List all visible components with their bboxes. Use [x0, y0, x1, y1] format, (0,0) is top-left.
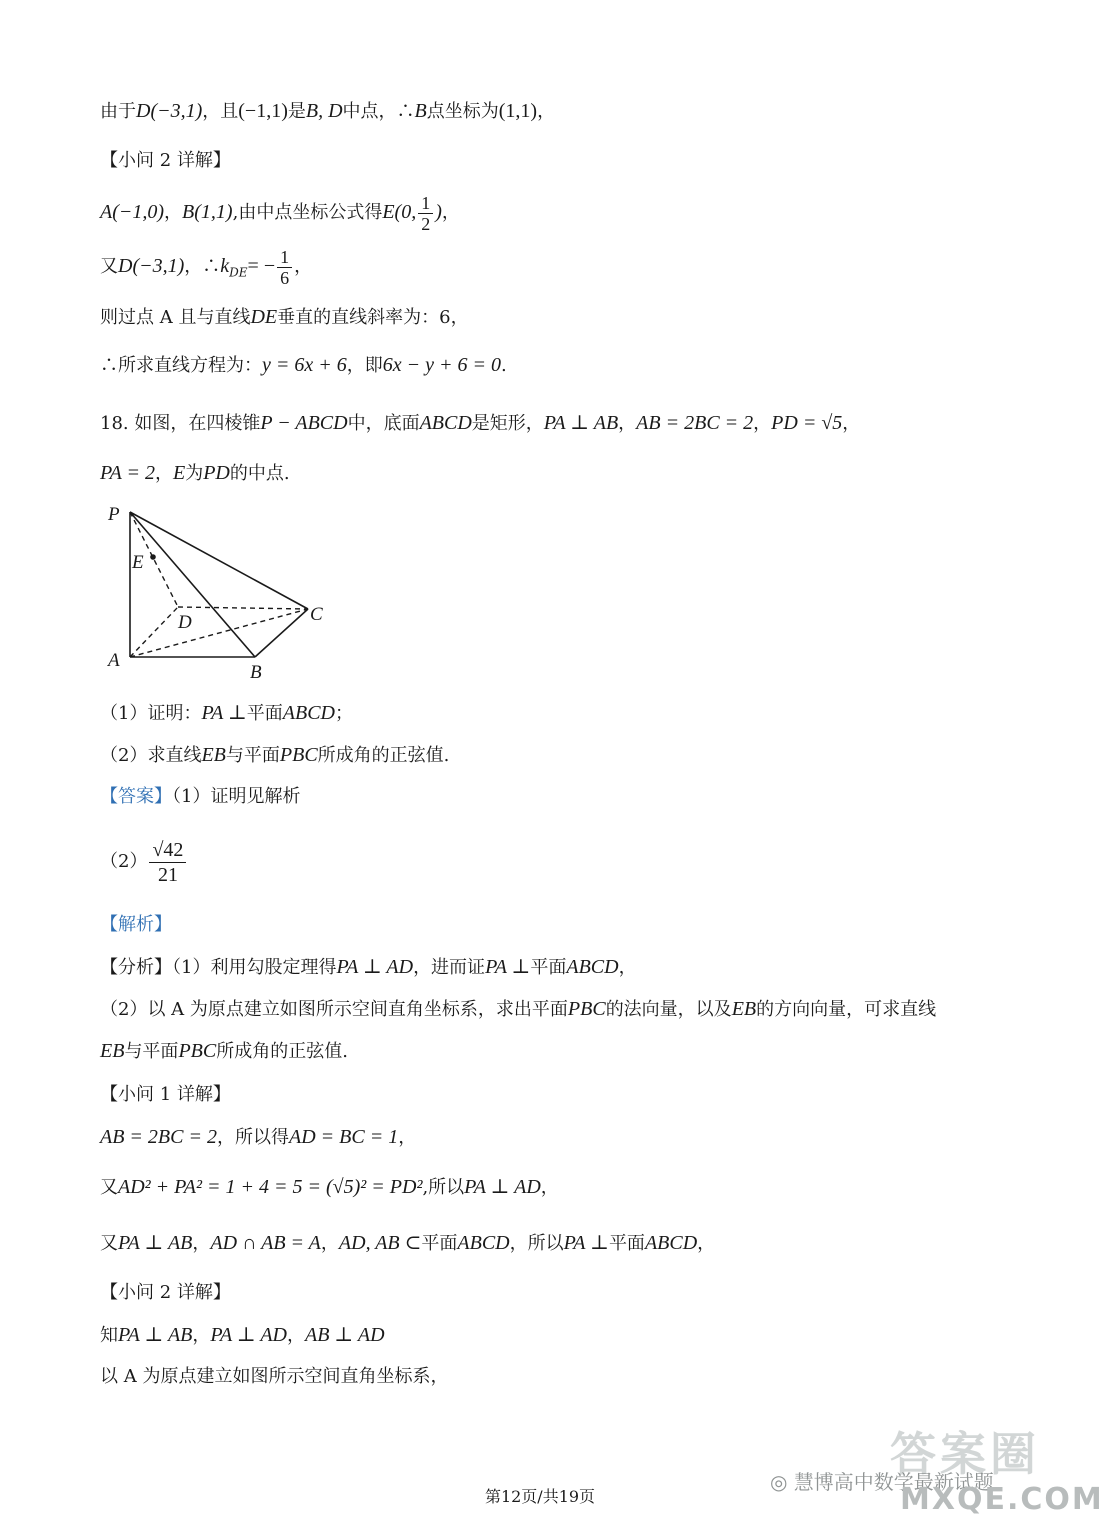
math: (1,1)	[498, 100, 538, 122]
watermark-account-text: 慧博高中数学最新试题	[793, 1470, 994, 1494]
fraction	[149, 838, 186, 887]
math: E(0,	[382, 201, 417, 223]
math: )	[435, 201, 442, 223]
analysis-part-1	[100, 952, 637, 983]
subquestion-2-heading	[100, 146, 231, 176]
math: PA ⊥ AB	[543, 412, 619, 434]
text: 平面	[246, 703, 283, 724]
text: 所成角的正弦值.	[216, 1041, 348, 1062]
math: EB	[731, 998, 757, 1020]
text: ，	[842, 413, 861, 434]
text: 的方向向量，可求直线	[756, 999, 937, 1020]
math: PD	[203, 462, 230, 484]
math: AB = 2BC = 2	[100, 1126, 217, 1148]
edge-pc	[130, 512, 308, 609]
edge-dc-dashed	[178, 607, 308, 609]
text: 平面	[608, 1233, 645, 1254]
math: PA ⊥ AB	[118, 1232, 193, 1254]
text: ，且	[202, 101, 239, 122]
denominator: 2	[421, 213, 431, 234]
problem-18-statement	[100, 408, 860, 439]
math: PBC	[178, 1040, 217, 1062]
math: ABCD	[457, 1232, 510, 1254]
text: 【小问 1 详解】	[100, 1084, 231, 1105]
math: D(−3,1)	[136, 100, 203, 122]
text: ，所以得	[216, 1127, 289, 1148]
denominator: 6	[280, 267, 290, 288]
text: ，	[697, 1233, 716, 1254]
math: P − ABCD	[260, 412, 348, 434]
text: 又	[100, 1177, 118, 1198]
math: PD = √5	[771, 412, 843, 434]
analysis-part-2-cont	[100, 1036, 348, 1067]
text: 是	[287, 101, 306, 122]
text: ,由中点坐标公式得	[232, 202, 383, 223]
page-number: 第12页/共19页	[484, 1487, 596, 1506]
detail-1-line-3	[100, 1228, 715, 1259]
math: AD² + PA² = 1 + 4 = 5 = (√5)² = PD²	[118, 1176, 423, 1198]
detail-1-line-1	[100, 1122, 416, 1153]
math: ABCD	[566, 956, 619, 978]
text: ，	[618, 413, 637, 434]
label-p: P	[108, 504, 120, 525]
detail-2-line-1	[100, 1320, 385, 1351]
text: （1）证明见解析	[172, 786, 301, 807]
label-d: D	[178, 612, 192, 633]
math: ABCD	[644, 1232, 698, 1254]
math: PA ⊥ AD	[210, 1324, 287, 1346]
text: ，	[398, 1127, 417, 1148]
label-e: E	[132, 552, 144, 573]
text: 又	[100, 256, 118, 277]
math: k	[220, 255, 230, 277]
answer-tag: 【答案】	[100, 786, 172, 807]
label-b: B	[250, 662, 262, 683]
math: AB = 2BC = 2	[636, 412, 754, 434]
label-a: A	[108, 650, 120, 671]
math: PA ⊥ AD	[464, 1176, 541, 1198]
text: （2）	[100, 851, 148, 872]
text: ，	[192, 1325, 211, 1346]
text: ，∴	[184, 256, 221, 277]
math: E	[173, 462, 186, 484]
text: 又	[100, 1233, 118, 1254]
math: PA ⊥	[563, 1232, 609, 1254]
numerator: 1	[277, 247, 292, 268]
solution-line-perpendicular-slope	[100, 302, 469, 333]
text: （2）以 A 为原点建立如图所示空间直角坐标系，求出平面	[100, 999, 568, 1020]
text: 的法向量，以及	[605, 999, 732, 1020]
math: B	[414, 100, 427, 122]
text: ，进而证	[413, 957, 486, 978]
math: AD ∩ AB = A	[210, 1232, 321, 1254]
denominator: 21	[157, 863, 178, 886]
math: PBC	[279, 744, 318, 766]
solution-line-equation	[100, 350, 507, 381]
text: 与平面	[225, 745, 280, 766]
solution-line-slope-de	[100, 244, 312, 295]
text: .	[501, 355, 507, 376]
text: 知	[100, 1325, 118, 1346]
text: ，	[540, 1177, 559, 1198]
subquestion-2-detail-heading	[100, 1278, 231, 1308]
math: AD = BC = 1	[288, 1126, 399, 1148]
text: ∴所求直线方程为：	[100, 355, 262, 376]
text: 18. 如图，在四棱锥	[100, 413, 261, 434]
math: PA ⊥	[485, 956, 531, 978]
text: 【分析】（1）利用勾股定理得	[100, 957, 337, 978]
solution-line-b-coordinates	[100, 96, 555, 127]
text: ，即	[346, 355, 383, 376]
text: ，	[286, 1325, 305, 1346]
math: PA ⊥ AD	[336, 956, 414, 978]
text: 则过点 A 且与直线	[100, 307, 251, 328]
text: 由于	[100, 101, 136, 122]
text: ，	[618, 957, 637, 978]
wechat-icon: ◎	[770, 1470, 794, 1494]
math: ABCD	[419, 412, 472, 434]
text: ，	[320, 1233, 339, 1254]
math: EB	[201, 744, 226, 766]
text: 以 A 为原点建立如图所示空间直角坐标系，	[100, 1366, 449, 1387]
math: = −	[247, 255, 276, 277]
text: ，所以	[509, 1233, 564, 1254]
answer-line-2	[100, 834, 188, 890]
math: PBC	[567, 998, 606, 1020]
edge-pb	[130, 512, 255, 657]
math: PA ⊥ AB	[118, 1324, 193, 1346]
math: ABCD	[282, 702, 335, 724]
pyramid-figure	[100, 500, 340, 685]
numerator: √42	[149, 838, 186, 863]
math: B, D	[305, 100, 343, 122]
fraction	[277, 247, 292, 288]
text: 平面	[530, 957, 567, 978]
text: 的中点.	[229, 463, 290, 484]
text: （2）求直线	[100, 745, 202, 766]
label-c: C	[310, 604, 323, 625]
text: 【小问 2 详解】	[100, 150, 231, 171]
text: 中，底面	[347, 413, 420, 434]
problem-18-statement-cont	[100, 458, 290, 489]
text: （1）证明：	[100, 703, 202, 724]
text: ；	[334, 703, 353, 724]
question-1	[100, 698, 353, 729]
point-e	[150, 554, 156, 560]
detail-1-line-2	[100, 1172, 559, 1203]
math: AB ⊥ AD	[304, 1324, 385, 1346]
edge-ad-dashed	[130, 607, 178, 657]
text: ，	[155, 463, 173, 484]
text: 为	[185, 463, 204, 484]
analysis-tag-line	[100, 910, 172, 940]
math: 6x − y + 6 = 0	[382, 354, 501, 376]
math: DE	[250, 306, 278, 328]
text: ,所以	[422, 1177, 465, 1198]
text: ，	[753, 413, 772, 434]
analysis-tag: 【解析】	[100, 914, 172, 935]
text: 【小问 2 详解】	[100, 1282, 231, 1303]
numerator: 1	[418, 193, 433, 214]
math: A(−1,0)	[100, 201, 165, 223]
math: (−1,1)	[238, 100, 288, 122]
text: ，	[164, 202, 183, 223]
subscript: DE	[229, 265, 248, 280]
fraction	[418, 193, 433, 234]
text: ，	[537, 101, 556, 122]
math: D(−3,1)	[118, 255, 185, 277]
text: ，	[294, 256, 313, 277]
subquestion-1-heading	[100, 1080, 231, 1110]
text: 是矩形，	[471, 413, 544, 434]
math: PA ⊥	[201, 702, 247, 724]
watermark-logo: 答案圈	[890, 1427, 1040, 1481]
math: EB	[100, 1040, 125, 1062]
math: B(1,1)	[182, 201, 233, 223]
watermark-site: MXQE.COM	[900, 1482, 1104, 1517]
text: 所成角的正弦值.	[317, 745, 450, 766]
text: 中点，∴	[342, 101, 415, 122]
text: 点坐标为	[426, 101, 499, 122]
answer-line-1	[100, 782, 300, 812]
text: ，	[192, 1233, 211, 1254]
math: AD, AB ⊂	[338, 1232, 422, 1254]
analysis-part-2	[100, 994, 936, 1025]
math: PA = 2	[100, 462, 155, 484]
text: 与平面	[124, 1041, 179, 1062]
text: 平面	[421, 1233, 458, 1254]
detail-2-line-2	[100, 1362, 448, 1392]
question-2	[100, 740, 449, 771]
text: ，	[441, 202, 460, 223]
text: 垂直的直线斜率为：6，	[277, 307, 469, 328]
solution-line-midpoint-e	[100, 190, 460, 235]
math: y = 6x + 6	[262, 354, 347, 376]
